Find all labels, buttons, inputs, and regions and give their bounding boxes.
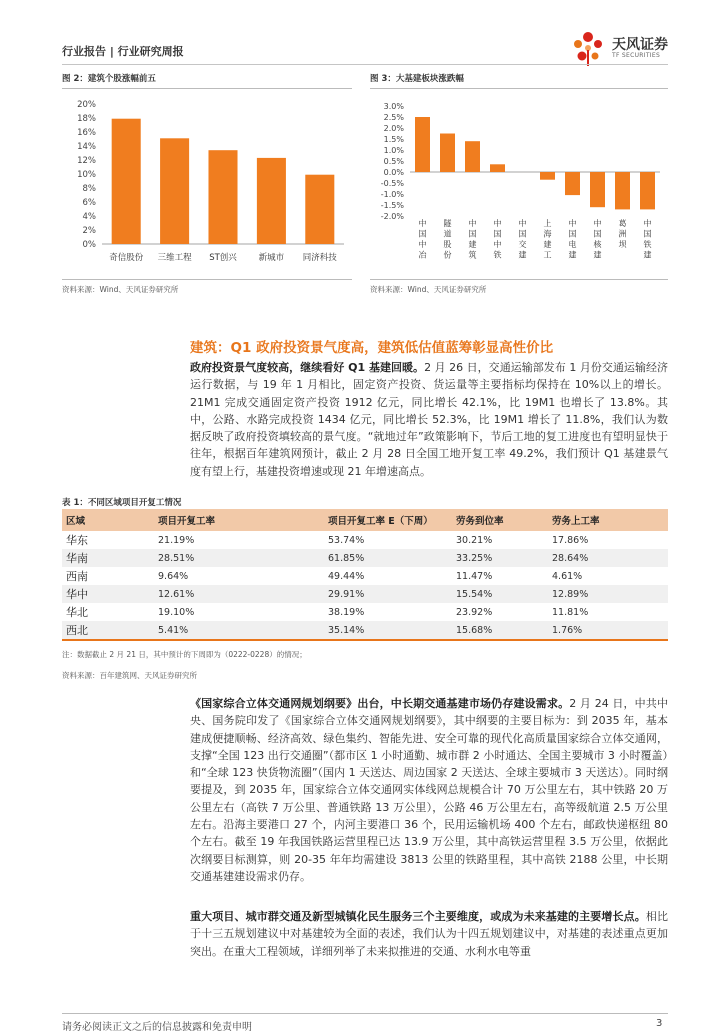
x-tick-label: 中国中铁	[494, 218, 502, 260]
y-tick-label: -1.0%	[381, 190, 405, 199]
table-cell-region: 西北	[62, 621, 154, 640]
figure3-source: 资料来源：Wind、天风证券研究所	[370, 284, 486, 295]
table-cell: 30.21%	[452, 531, 548, 549]
x-tick-label: ST创兴	[209, 252, 237, 263]
y-tick-label: -2.0%	[381, 212, 405, 221]
paragraph-transport-plan-lead: 《国家综合立体交通网规划纲要》出台，中长期交通基建市场仍存建设需求。	[190, 697, 569, 710]
x-tick-label: 奇信股份	[109, 252, 144, 263]
table-row	[62, 549, 668, 567]
paragraph-transport-plan-body: 2 月 24 日，中共中央、国务院印发了《国家综合立体交通网规划纲要》，其中纲要的主要目标为：到 2035 年，基本建成便捷顺畅、经济高效、绿色集约、智能先进、安全可靠的现代化高质量国家综合立体交通网，支撑“全国 123 出行交通圈”（都市区 1 小时通勤、城市群 2 小时通达、全国主要城市 3 小时覆盖）和“全球 123 快货物流圈”（国内 1 天送达、周边国家 2 天送达、全球主要城市 3 天送达）。同时纲要提及，到 2035 年，国家综合立体交通网实体线网总规模合计 70 万公里左右，其中铁路 20 万公里左右（高铁 7 万公里、普通铁路 13 万公里），公路 46 万公里左右，高等级航道 2.5 万公里左右。沿海主要港口 27 个，内河主要港口 36 个，民用运输机场 400 个左右，邮政快递枢纽 80 个左右。截至 19 年我国铁路运营里程已达 13.9 万公里，其中高铁运营里程 3.5 万公里，依据此次纲要目标测算，则 20-35 年年均需建设 3813 公里的铁路里程，其中高铁 2188 公里，中长期交通基建建设需求仍存。	[190, 697, 668, 883]
table-cell: 17.86%	[548, 531, 668, 549]
x-tick-label: 中国中冶	[419, 218, 428, 260]
bar	[440, 134, 455, 173]
y-tick-label: 16%	[77, 128, 96, 138]
y-tick-label: 6%	[83, 198, 97, 208]
y-tick-label: 3.0%	[384, 102, 405, 111]
x-tick-label: 中国核建	[594, 218, 603, 260]
y-tick-label: 2%	[83, 226, 97, 236]
figure2-source: 资料来源：Wind、天风证券研究所	[62, 284, 178, 295]
table-header-region: 区域	[62, 509, 154, 531]
table-cell: 28.51%	[154, 549, 324, 567]
bar	[257, 158, 286, 244]
y-tick-label: 0%	[83, 240, 97, 250]
bar	[565, 172, 580, 195]
y-tick-label: 2.0%	[384, 124, 405, 133]
bar	[640, 172, 655, 209]
table-cell: 12.89%	[548, 585, 668, 603]
table-title: 表 1：不同区域项目开复工情况	[62, 496, 181, 508]
table-cell-region: 华北	[62, 603, 154, 621]
table-cell: 5.41%	[154, 621, 324, 640]
logo-name: 天风证券	[612, 34, 668, 54]
figure3-bar-chart	[370, 94, 668, 276]
table-cell: 12.61%	[154, 585, 324, 603]
table-header-labor-working: 劳务上工率	[548, 509, 668, 531]
y-tick-label: 0.0%	[384, 168, 405, 177]
bar	[490, 164, 505, 172]
figure3-bottom-rule	[370, 279, 668, 280]
bar	[305, 175, 334, 244]
y-tick-label: 1.0%	[384, 146, 405, 155]
table-cell: 35.14%	[324, 621, 452, 640]
table-cell: 29.91%	[324, 585, 452, 603]
paragraph-transport-plan	[190, 695, 668, 885]
table-row	[62, 585, 668, 603]
table-cell-region: 华中	[62, 585, 154, 603]
footer-disclaimer: 请务必阅读正文之后的信息披露和免责申明	[62, 1018, 252, 1033]
figure2-bottom-rule	[62, 279, 352, 280]
table-cell: 11.81%	[548, 603, 668, 621]
report-header-title: 行业报告 | 行业研究周报	[62, 43, 184, 59]
bar	[112, 119, 141, 244]
y-tick-label: 20%	[77, 100, 96, 110]
table-row	[62, 603, 668, 621]
table-header-start-rate: 项目开复工率	[154, 509, 324, 531]
table-cell: 49.44%	[324, 567, 452, 585]
y-tick-label: 2.5%	[384, 113, 405, 122]
bar	[160, 138, 189, 244]
figure2-title: 图 2：建筑个股涨幅前五	[62, 72, 156, 84]
table-note: 注：数据截止 2 月 21 日，其中预计的下周即为（0222-0228）的情况；	[62, 649, 307, 660]
table-row	[62, 531, 668, 549]
header-divider	[62, 64, 668, 65]
table-cell: 9.64%	[154, 567, 324, 585]
x-tick-label: 上海建工	[544, 218, 552, 260]
table-cell-region: 华南	[62, 549, 154, 567]
bar	[465, 141, 480, 172]
x-tick-label: 中国交建	[519, 218, 527, 260]
y-tick-label: -1.5%	[381, 201, 405, 210]
y-tick-label: 4%	[83, 212, 97, 222]
figure3-top-rule	[370, 88, 668, 89]
paragraph-investment-lead: 政府投资景气度较高，继续看好 Q1 基建回暖。	[190, 361, 424, 374]
x-tick-label: 同济科技	[303, 252, 338, 263]
table-header-labor-arrival: 劳务到位率	[452, 509, 548, 531]
x-tick-label: 中国电建	[569, 218, 577, 260]
x-tick-label: 隧道股份	[444, 219, 453, 260]
region-construction-table	[62, 509, 668, 641]
paragraph-growth-points	[190, 908, 668, 960]
y-tick-label: 18%	[77, 114, 96, 124]
y-tick-label: -0.5%	[381, 179, 405, 188]
table-source: 资料来源：百年建筑网、天风证券研究所	[62, 670, 197, 681]
paragraph-investment	[190, 359, 668, 480]
table-header-start-rate-next-week: 项目开复工率 E（下周）	[324, 509, 452, 531]
table-cell-region: 西南	[62, 567, 154, 585]
table-cell: 19.10%	[154, 603, 324, 621]
y-tick-label: 8%	[83, 184, 97, 194]
y-tick-label: 0.5%	[384, 157, 405, 166]
y-tick-label: 10%	[77, 170, 96, 180]
x-tick-label: 新城市	[259, 252, 285, 263]
table-cell: 23.92%	[452, 603, 548, 621]
figure2-bar-chart	[62, 94, 352, 276]
bar	[540, 172, 555, 180]
table-cell: 15.68%	[452, 621, 548, 640]
paragraph-growth-points-body: 相比于十三五规划建议中对基建较为全面的表述，我们认为十四五规划建议中，对基建的表述重点更加突出。在重大工程领域，详细列举了未来拟推进的交通、水利水电等重	[190, 910, 668, 958]
table-cell-region: 华东	[62, 531, 154, 549]
table-cell: 11.47%	[452, 567, 548, 585]
table-cell: 21.19%	[154, 531, 324, 549]
paragraph-investment-body: 2 月 26 日，交通运输部发布 1 月份交通运输经济运行数据，与 19 年 1 月相比，固定资产投资、货运量等主要指标均保持在 10%以上的增长。21M1 完成交通固定资产投资 1912 亿元，同比增长 42.1%，比 19M1 也增长了 13.8%。其中，公路、水路完成投资 1434 亿元，同比增长 52.3%，比 19M1 增长了 11.8%，我们认为数据反映了政府投资填较高的景气度。“就地过年”政策影响下，节后工地的复工进度也有望明显快于往年，根据百年建筑网预计，截止 2 月 28 日全国工地开复工率 49.2%，我们预计 Q1 基建景气度有望上行，基建投资增速或现 21 年增速高点。	[190, 361, 668, 478]
table-cell: 4.61%	[548, 567, 668, 585]
table-row	[62, 621, 668, 640]
logo-subtitle: TF SECURITIES	[612, 52, 660, 59]
table-row	[62, 567, 668, 585]
y-tick-label: 12%	[77, 156, 96, 166]
table-cell: 33.25%	[452, 549, 548, 567]
table-cell: 1.76%	[548, 621, 668, 640]
section-heading: 建筑：Q1 政府投资景气度高，建筑低估值蓝筹彰显高性价比	[190, 336, 553, 356]
x-tick-label: 中国铁建	[644, 218, 652, 260]
table-cell: 61.85%	[324, 549, 452, 567]
y-tick-label: 1.5%	[384, 135, 405, 144]
bar	[415, 117, 430, 172]
x-tick-label: 葛洲坝	[619, 218, 628, 249]
table-cell: 38.19%	[324, 603, 452, 621]
figure3-title: 图 3：大基建板块涨跌幅	[370, 72, 464, 84]
table-header-row	[62, 509, 668, 531]
footer-divider	[62, 1013, 668, 1014]
x-tick-label: 三维工程	[158, 252, 193, 263]
x-tick-label: 中国建筑	[469, 218, 477, 260]
table-cell: 53.74%	[324, 531, 452, 549]
paragraph-growth-points-lead: 重大项目、城市群交通及新型城镇化民生服务三个主要维度，或成为未来基建的主要增长点。	[190, 910, 646, 923]
y-tick-label: 14%	[77, 142, 96, 152]
bar	[208, 150, 237, 244]
figure2-top-rule	[62, 88, 352, 89]
logo-flower-icon	[568, 28, 608, 68]
bar	[615, 172, 630, 209]
table-cell: 15.54%	[452, 585, 548, 603]
bar	[590, 172, 605, 207]
company-logo	[568, 28, 678, 68]
table-cell: 28.64%	[548, 549, 668, 567]
page-number: 3	[656, 1018, 662, 1029]
